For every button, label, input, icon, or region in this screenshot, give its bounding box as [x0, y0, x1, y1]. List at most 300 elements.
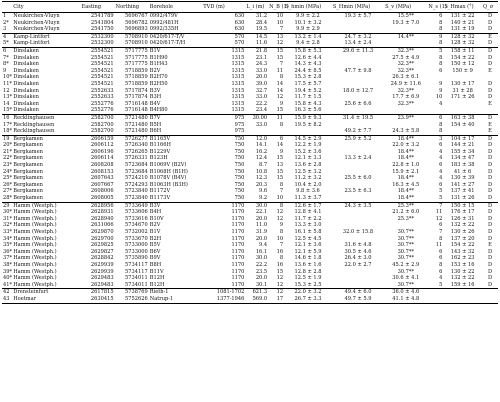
cell-borehole: B9V	[149, 255, 161, 262]
cell-quality: D	[482, 114, 498, 121]
cell-easting: 2607643	[90, 175, 114, 182]
cell-shmax: 155 ± 34	[450, 148, 475, 155]
cell-shmin: 15.3 ± 2.5	[294, 281, 322, 288]
cell-row-index: 31*	[3, 215, 13, 222]
cell-easting: 2608005	[90, 195, 114, 202]
cell-nb: 10	[276, 19, 284, 26]
table-row	[2, 155, 498, 162]
cell-shmin: 10.4 ± 2.0	[294, 181, 322, 188]
cell-shmin: 12.1 ± 5.9	[294, 248, 322, 255]
cell-city: Recklinghausen	[13, 121, 55, 128]
cell-sv: 18.4**	[397, 175, 414, 182]
table-row	[2, 74, 498, 81]
cell-sv: 27.5 ± 4.9	[392, 54, 420, 61]
cell-row-index: 28*	[3, 195, 13, 202]
cell-row-index: 41*	[3, 281, 13, 288]
cell-borehole: B2V	[149, 222, 161, 229]
cell-shmin-upper: 24.3 ± 3.5	[332, 202, 384, 209]
cell-city: Dinslaken	[13, 74, 39, 81]
cell-borehole: B12H	[149, 281, 165, 288]
cell-shmin: 15.2 ± 3.6	[294, 148, 322, 155]
cell-shmin: 12.5 ± 3.2	[294, 168, 322, 175]
cell-city: Hamm (Westph.)	[13, 248, 57, 255]
cell-northing: 5734670	[125, 222, 148, 229]
cell-tvd: 975	[234, 128, 245, 135]
cell-shmax: 132 ± 22	[450, 275, 475, 282]
cell-shmax: 143 ± 32	[450, 248, 475, 255]
cell-row-index: 9	[3, 67, 7, 74]
cell-shmin-upper	[332, 20, 384, 27]
cell-quality: D	[487, 268, 493, 275]
cell-row-index: 37*	[3, 255, 13, 262]
cell-quality: D	[482, 202, 498, 209]
cell-quality: D	[487, 61, 493, 68]
cell-row-index: 16	[2, 114, 12, 121]
cell-northing: 5723840	[125, 195, 148, 202]
cell-city: Bergkamen	[13, 181, 43, 188]
cell-easting: 2629825	[90, 242, 114, 249]
cell-shmin: 24.4 ± 8.5	[294, 67, 322, 74]
table-row	[2, 101, 498, 108]
cell-quality: D	[487, 261, 493, 268]
cell-quality: E	[488, 67, 492, 74]
table-row	[2, 275, 498, 282]
cell-li: 16.1	[255, 248, 268, 255]
cell-row-index: 23*	[3, 162, 13, 169]
cell-shmin-upper: 25.5 ± 6.0	[344, 175, 372, 182]
cell-nb: 9	[279, 222, 284, 229]
cell-sv: 32.3**	[397, 100, 414, 107]
cell-tvd: 1315	[231, 87, 245, 94]
table-row	[2, 296, 498, 303]
cell-shmin: 15.8 ± 4.3	[294, 100, 322, 107]
table-row	[2, 40, 498, 47]
cell-easting: 2629483	[90, 275, 114, 282]
cell-nb: 12	[276, 209, 284, 216]
cell-shmin-upper: 30.5 ± 4.6	[344, 248, 372, 255]
cell-northing: 5733649	[115, 202, 149, 209]
cell-northing: 5718859	[125, 80, 148, 87]
cell-sv: 30.7**	[397, 229, 414, 235]
cell-tvd: 1315	[202, 47, 245, 54]
cell-quality: E	[488, 128, 492, 135]
cell-city: Bergkamen	[13, 162, 43, 169]
cell-borehole: B2V	[149, 67, 161, 74]
cell-row-index: 2*	[3, 19, 9, 26]
cell-row-index: 30*	[3, 209, 13, 216]
cell-shmin: 22.0 ± 3.2	[284, 289, 332, 296]
cell-shmin: 17.5 ± 5.7	[294, 80, 322, 87]
cell-city: Bergkamen	[13, 148, 43, 155]
cell-sv: 32.3**	[384, 47, 427, 54]
cell-sv	[384, 222, 427, 229]
cell-sv	[384, 40, 427, 47]
cell-tvd: 1315	[231, 107, 245, 114]
cell-ns: 11	[435, 209, 443, 216]
cell-ns: 6	[439, 142, 443, 149]
table-row	[2, 68, 498, 75]
cell-tvd: 1170	[231, 242, 245, 249]
table-row	[2, 269, 498, 276]
cell-shmin-upper: 29.6 ± 11.3	[332, 47, 384, 54]
cell-quality: D	[487, 142, 493, 149]
cell-tvd: 750	[234, 148, 245, 155]
header-tvd: TVD (m)	[203, 3, 225, 10]
cell-shmax	[443, 74, 482, 81]
cell-shmax: 141 ± 27	[450, 181, 475, 188]
cell-city: Hamm (Westph.)	[13, 229, 57, 235]
cell-shmin: 11.3 ± 3.7	[294, 195, 322, 202]
cell-row-index: 15*	[3, 107, 13, 114]
cell-shmax: 159 ± 16	[450, 281, 475, 288]
cell-easting: 2554521	[90, 74, 114, 81]
cell-ns: 9	[427, 33, 443, 40]
cell-shmin: 15.3 ± 2.8	[294, 74, 322, 81]
cell-shmin-upper: 25.9 ± 5.2	[332, 135, 384, 142]
cell-easting: 2554521	[90, 54, 114, 61]
cell-northing: 5726340	[125, 142, 148, 149]
cell-shmax: 131 ± 22	[450, 13, 475, 19]
cell-sv	[384, 26, 427, 33]
cell-ns: 6	[439, 255, 443, 262]
cell-li: 33.0	[255, 94, 268, 101]
cell-nb: 8	[279, 121, 284, 128]
cell-shmax: 130 ± 26	[450, 229, 475, 235]
cell-nb: 11	[268, 114, 284, 121]
cell-li: 33.0	[255, 121, 268, 128]
cell-quality: D	[487, 19, 493, 26]
cell-shmax: 131 ± 26	[450, 195, 475, 202]
cell-city: Dinslaken	[13, 100, 39, 107]
cell-quality: D	[487, 215, 493, 222]
cell-shmin-upper: 18.0 ± 12.7	[342, 87, 374, 94]
cell-ns: 11	[435, 242, 443, 249]
cell-quality: E	[482, 33, 498, 40]
cell-northing: 5723840	[125, 188, 148, 195]
cell-li: 22.1	[255, 209, 268, 216]
cell-ns	[427, 296, 443, 303]
cell-shmin-upper: 49.7 ± 5.9	[332, 296, 384, 303]
header-quality: Q_σ	[482, 3, 494, 10]
cell-borehole: B1H43	[149, 61, 168, 68]
cell-easting: 2554521	[80, 47, 114, 54]
table-row	[2, 195, 498, 202]
cell-city: Hamm (Westph.)	[13, 275, 57, 282]
cell-nb: 12	[276, 40, 284, 47]
cell-shmin: 19.4 ± 5.2	[294, 87, 322, 94]
cell-quality: D	[487, 148, 493, 155]
cell-shmax: 154 ± 22	[450, 242, 475, 249]
cell-northing: 5721480	[125, 121, 148, 128]
cell-easting: 2554521	[90, 61, 114, 68]
cell-tvd: 750	[234, 155, 245, 162]
table-row	[2, 188, 498, 195]
cell-ns: 8	[439, 26, 443, 33]
cell-northing: 5738769	[115, 289, 149, 296]
table-row	[2, 249, 498, 256]
cell-tvd: 1377-1946	[202, 296, 245, 303]
cell-li: 21.8	[245, 47, 268, 54]
cell-city: Hamm (Westph.)	[13, 261, 57, 268]
cell-li: 30.0	[255, 255, 268, 262]
cell-row-index: 8*	[3, 61, 9, 68]
cell-tvd: 570	[234, 40, 245, 47]
cell-easting: 2552633	[90, 87, 114, 94]
cell-sv: 25.3**	[397, 215, 414, 222]
cell-quality	[482, 107, 498, 114]
cell-sv: 19.3 ± 7.0	[392, 19, 420, 26]
header-borehole: Borehole	[149, 3, 173, 10]
cell-row-index: 6	[2, 47, 12, 54]
cell-shmin: 12.1 ± 3.6	[294, 242, 322, 249]
cell-tvd: 1315	[231, 74, 245, 81]
table-row	[2, 33, 498, 40]
cell-sv: 18.4**	[384, 135, 427, 142]
table-row	[2, 182, 498, 189]
cell-shmin-upper	[332, 162, 384, 169]
cell-quality: D	[487, 40, 493, 47]
cell-quality: D	[487, 13, 493, 19]
cell-shmin-upper	[332, 195, 384, 202]
cell-borehole: Natrup-1	[149, 296, 202, 303]
table-body	[2, 13, 498, 304]
cell-borehole: B11V	[149, 268, 164, 275]
cell-borehole: B2H50	[149, 80, 168, 87]
cell-shmax: 150 ± 15	[443, 202, 482, 209]
table-row	[2, 222, 498, 229]
cell-borehole: B1078V (B4V)	[149, 175, 187, 182]
cell-row-index: 1	[3, 13, 7, 19]
cell-shmin: 12.6 ± 4.4	[294, 54, 322, 61]
cell-nb: 16	[276, 261, 284, 268]
cell-sv: 30.7**	[397, 235, 414, 242]
table-row	[2, 236, 498, 243]
cell-northing: 5733616	[125, 215, 148, 222]
cell-shmin: 11.7 ± 1.5	[294, 94, 322, 101]
cell-shmax: 158 ± 11	[443, 47, 482, 54]
cell-quality: E	[488, 100, 492, 107]
cell-shmax: 183 ± 38	[450, 162, 475, 169]
cell-li: 11.0	[255, 222, 268, 229]
cell-tvd: 1315	[231, 94, 245, 101]
cell-easting: 2608006	[90, 188, 114, 195]
cell-easting: 2628931	[90, 209, 114, 216]
cell-nb: 15	[276, 175, 284, 182]
cell-sv	[384, 122, 427, 129]
cell-northing: 5716148	[125, 107, 148, 114]
cell-northing: 5708910	[125, 40, 148, 47]
cell-tvd: 1170	[231, 209, 245, 216]
cell-quality: D	[487, 54, 493, 61]
cell-quality: D	[487, 275, 493, 282]
cell-city: Hamm (Westph.)	[13, 209, 57, 216]
cell-nb: 14	[276, 87, 284, 94]
cell-northing: 5734117	[125, 261, 148, 268]
table-row	[2, 216, 498, 223]
cell-sv: 15.9 ± 2.1	[392, 168, 420, 175]
cell-easting: 2606159	[80, 135, 114, 142]
cell-northing: 5721480	[115, 114, 149, 121]
cell-easting: 2628956	[80, 202, 114, 209]
cell-borehole: B123H	[149, 155, 168, 162]
cell-easting: 2532300	[90, 40, 114, 47]
cell-quality: D	[487, 175, 493, 182]
cell-ns: 6	[439, 222, 443, 229]
cell-sv: 32.3**	[397, 61, 414, 68]
cell-shmin-upper	[332, 94, 384, 101]
table-row	[2, 142, 498, 149]
cell-shmin-upper	[332, 282, 384, 289]
cell-ns: 8	[439, 40, 443, 47]
header-ns: N_s (1)	[428, 3, 447, 10]
cell-borehole: Rieth-1	[149, 289, 202, 296]
cell-sv: 30.7**	[397, 268, 414, 275]
cell-city: Dinslaken	[13, 87, 39, 94]
cell-li: 30.0	[245, 202, 268, 209]
cell-tvd: 1170	[231, 275, 245, 282]
cell-nb: 10	[276, 13, 284, 19]
table-row	[2, 242, 498, 249]
cell-shmax: 150 ± 12	[450, 61, 475, 68]
cell-easting: 2541750	[90, 26, 114, 33]
cell-sv: 36.0 ± 4.6	[384, 289, 427, 296]
cell-borehole: 0992/335H	[149, 26, 179, 33]
cell-northing: 5726331	[125, 155, 148, 162]
cell-shmin-upper: 24.7 ± 3.2	[332, 33, 384, 40]
cell-borehole: B4V	[149, 100, 161, 107]
cell-northing: 5708910	[115, 33, 149, 40]
cell-shmin-upper	[332, 222, 384, 229]
cell-city: Bergkamen	[13, 155, 43, 162]
cell-row-index: 11*	[3, 80, 13, 87]
header-nb: N_B (1)	[269, 3, 289, 10]
cell-ns: 8	[439, 128, 443, 135]
cell-sv: 30.7**	[397, 281, 414, 288]
cell-shmin-upper: 49.2 ± 7.7	[344, 128, 372, 135]
cell-northing: 5717874	[125, 87, 148, 94]
cell-shmax: 154 ± 40	[450, 121, 475, 128]
cell-easting: 2629827	[90, 248, 114, 255]
cell-city: Kamp-Lintfort	[13, 40, 50, 47]
cell-li: 30.1	[255, 281, 268, 288]
cell-borehole: B1229V	[149, 148, 171, 155]
cell-nb: 12	[268, 289, 284, 296]
cell-ns: 3	[427, 135, 443, 142]
table-row	[2, 47, 498, 54]
cell-northing: 5721480	[125, 128, 148, 135]
cell-northing: 5717775	[115, 47, 149, 54]
header-shmin-upper: S_Hmin (MPa)	[332, 3, 371, 10]
cell-easting: 2617815	[80, 289, 114, 296]
cell-shmin: 14.6 ± 1.8	[294, 255, 322, 262]
cell-city: Dinslaken	[13, 94, 39, 101]
cell-sv	[384, 107, 427, 114]
cell-shmin-upper	[332, 149, 384, 156]
cell-li: 8.7	[259, 162, 268, 169]
cell-quality: D	[487, 188, 493, 195]
table-row	[2, 289, 498, 296]
cell-quality: D	[487, 181, 493, 188]
cell-sv: 25.3**	[384, 202, 427, 209]
cell-quality: D	[487, 162, 493, 169]
cell-li: 14.1	[255, 142, 268, 149]
cell-li: 32.7	[255, 87, 268, 94]
cell-row-index: 13*	[3, 94, 13, 101]
cell-row-index: 26*	[3, 181, 13, 188]
cell-li: 9.4	[259, 242, 268, 249]
cell-northing: 5717775	[125, 54, 148, 61]
cell-shmin-upper: 32.0 ± 15.8	[342, 229, 374, 235]
table-row	[2, 229, 498, 236]
cell-tvd: 750	[202, 135, 245, 142]
cell-quality: E	[488, 121, 492, 128]
cell-nb: 11	[276, 67, 284, 74]
cell-shmin: 10.1 ± 3.2	[294, 19, 322, 26]
cell-city: Hamm (Westph.)	[12, 202, 80, 209]
cell-shmin-upper	[332, 61, 384, 68]
cell-shmax: 134 ± 47	[450, 155, 475, 162]
cell-city: Hamm (Westph.)	[13, 268, 57, 275]
cell-li: 20.0	[255, 235, 268, 242]
cell-northing: 5733000	[125, 248, 148, 255]
cell-sv: 30.7**	[397, 242, 414, 249]
cell-row-index: 18*	[3, 128, 13, 135]
cell-ns: 4	[439, 148, 443, 155]
cell-shmin: 12.1 ± 3.3	[294, 155, 322, 162]
cell-quality	[482, 74, 498, 81]
cell-easting: 2541789	[90, 13, 114, 19]
cell-ns: 9	[439, 80, 443, 87]
cell-quality: D	[487, 94, 493, 101]
cell-northing: 5717775	[125, 61, 148, 68]
cell-northing: 5733000	[125, 242, 148, 249]
cell-tvd: 1170	[231, 229, 245, 235]
cell-easting: 2606196	[90, 148, 114, 155]
cell-sv: 26.3 ± 6.1	[392, 74, 420, 81]
table-row	[2, 282, 498, 289]
cell-borehole: B3V	[149, 87, 161, 94]
cell-nb: 9	[279, 100, 284, 107]
cell-borehole: B1068H (B1H)	[149, 168, 188, 175]
cell-shmin-upper	[332, 275, 384, 282]
cell-easting: 2608153	[90, 168, 114, 175]
cell-shmin: 16.1 ± 5.8	[294, 229, 322, 235]
cell-ns: 6	[439, 162, 443, 169]
cell-li: 22.2	[255, 100, 268, 107]
cell-quality: D	[487, 209, 493, 216]
cell-nb: 7	[279, 61, 284, 68]
cell-easting: 2608208	[90, 162, 114, 169]
cell-tvd: 1170	[231, 248, 245, 255]
table-row	[2, 61, 498, 68]
cell-sv: 18.4**	[397, 155, 414, 162]
cell-shmin-upper	[332, 55, 384, 62]
cell-sv: 14.4**	[384, 33, 427, 40]
cell-nb: 8	[279, 229, 284, 235]
cell-city: Hamm (Westph.)	[13, 222, 57, 229]
table-row	[2, 149, 498, 156]
cell-city: Dinslaken	[12, 47, 80, 54]
cell-sv: 22.0 ± 3.2	[392, 142, 420, 149]
cell-city: Recklinghausen	[13, 128, 55, 135]
cell-shmin-upper	[332, 216, 384, 223]
cell-tvd: 630	[234, 19, 245, 26]
cell-northing: 5723684	[125, 168, 148, 175]
cell-quality: D	[482, 47, 498, 54]
cell-quality	[482, 289, 498, 296]
cell-borehole: B1166H	[149, 142, 171, 149]
cell-row-index: 19	[2, 135, 12, 142]
